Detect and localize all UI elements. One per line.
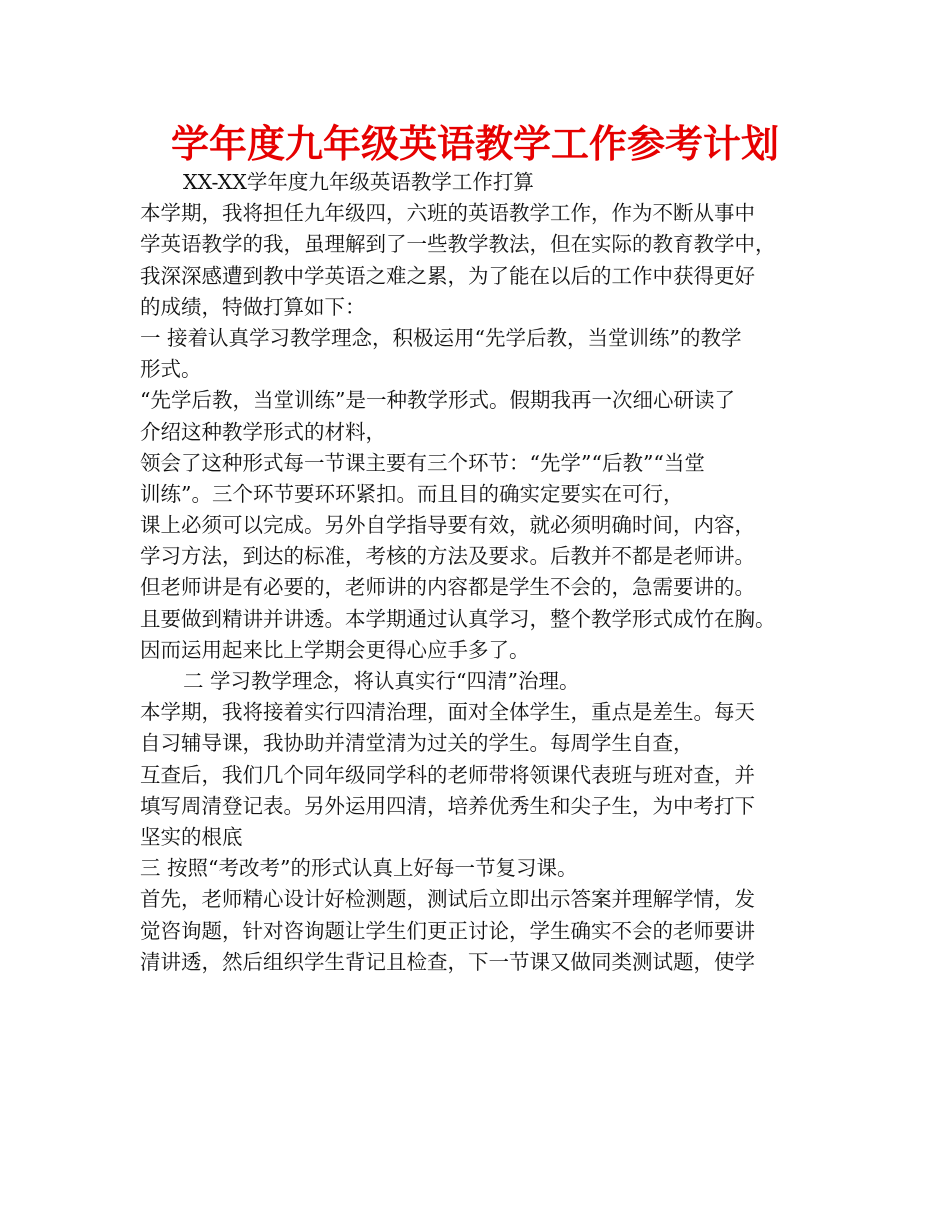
paragraph-line: 学英语教学的我，虽理解到了一些教学教法，但在实际的教育教学中，	[140, 232, 776, 257]
paragraph-line: 坚实的根底	[140, 824, 243, 849]
paragraph-line: 我深深感遭到教中学英语之难之累，为了能在以后的工作中获得更好	[140, 263, 755, 288]
section-heading-2: 二 学习教学理念，将认真实行“四清”治理。	[183, 669, 580, 693]
paragraph-line: 领会了这种形式每一节课主要有三个环节：“先学”“后教”“当堂	[140, 450, 705, 475]
paragraph-line: 填写周清登记表。另外运用四清，培养优秀生和尖子生，为中考打下	[140, 793, 755, 818]
paragraph-line: 训练”。三个环节要环环紧扣。而且目的确实定要实在可行，	[140, 481, 684, 506]
paragraph-line: 但老师讲是有必要的，老师讲的内容都是学生不会的，急需要讲的。	[140, 575, 755, 600]
paragraph-line: 介绍这种教学形式的材料，	[140, 419, 386, 444]
paragraph-line: 本学期，我将担任九年级四，六班的英语教学工作，作为不断从事中	[140, 201, 755, 226]
paragraph-line: 的成绩，特做打算如下：	[140, 294, 366, 319]
paragraph-line: 学习方法，到达的标准，考核的方法及要求。后教并不都是老师讲。	[140, 544, 755, 569]
paragraph-line: 因而运用起来比上学期会更得心应手多了。	[140, 637, 530, 662]
document-subtitle: XX-XX学年度九年级英语教学工作打算	[183, 170, 534, 194]
paragraph-line: 形式。	[140, 357, 202, 382]
paragraph-line: 且要做到精讲并讲透。本学期通过认真学习，整个教学形式成竹在胸。	[140, 606, 776, 631]
paragraph-line: “先学后教，当堂训练”是一种教学形式。假期我再一次细心研读了	[140, 388, 735, 413]
paragraph-line: 首先，老师精心设计好检测题，测试后立即出示答案并理解学情，发	[140, 887, 755, 912]
paragraph-line: 自习辅导课，我协助并清堂清为过关的学生。每周学生自查，	[140, 731, 694, 756]
section-heading-1: 一 接着认真学习教学理念，积极运用“先学后教，当堂训练”的教学	[140, 325, 742, 350]
document-body	[140, 167, 820, 978]
paragraph-line: 课上必须可以完成。另外自学指导要有效，就必须明确时间，内容，	[140, 513, 755, 538]
section-heading-3: 三 按照“考改考”的形式认真上好每一节复习课。	[140, 856, 578, 881]
paragraph-line: 觉咨询题，针对咨询题让学生们更正讨论，学生确实不会的老师要讲	[140, 918, 755, 943]
document-title: 学年度九年级英语教学工作参考计划	[170, 122, 779, 166]
paragraph-line: 本学期，我将接着实行四清治理，面对全体学生，重点是差生。每天	[140, 700, 755, 725]
paragraph-line: 清讲透，然后组织学生背记且检查，下一节课又做同类测试题，使学	[140, 949, 755, 974]
paragraph-line: 互查后，我们几个同年级同学科的老师带将领课代表班与班对查，并	[140, 762, 755, 787]
